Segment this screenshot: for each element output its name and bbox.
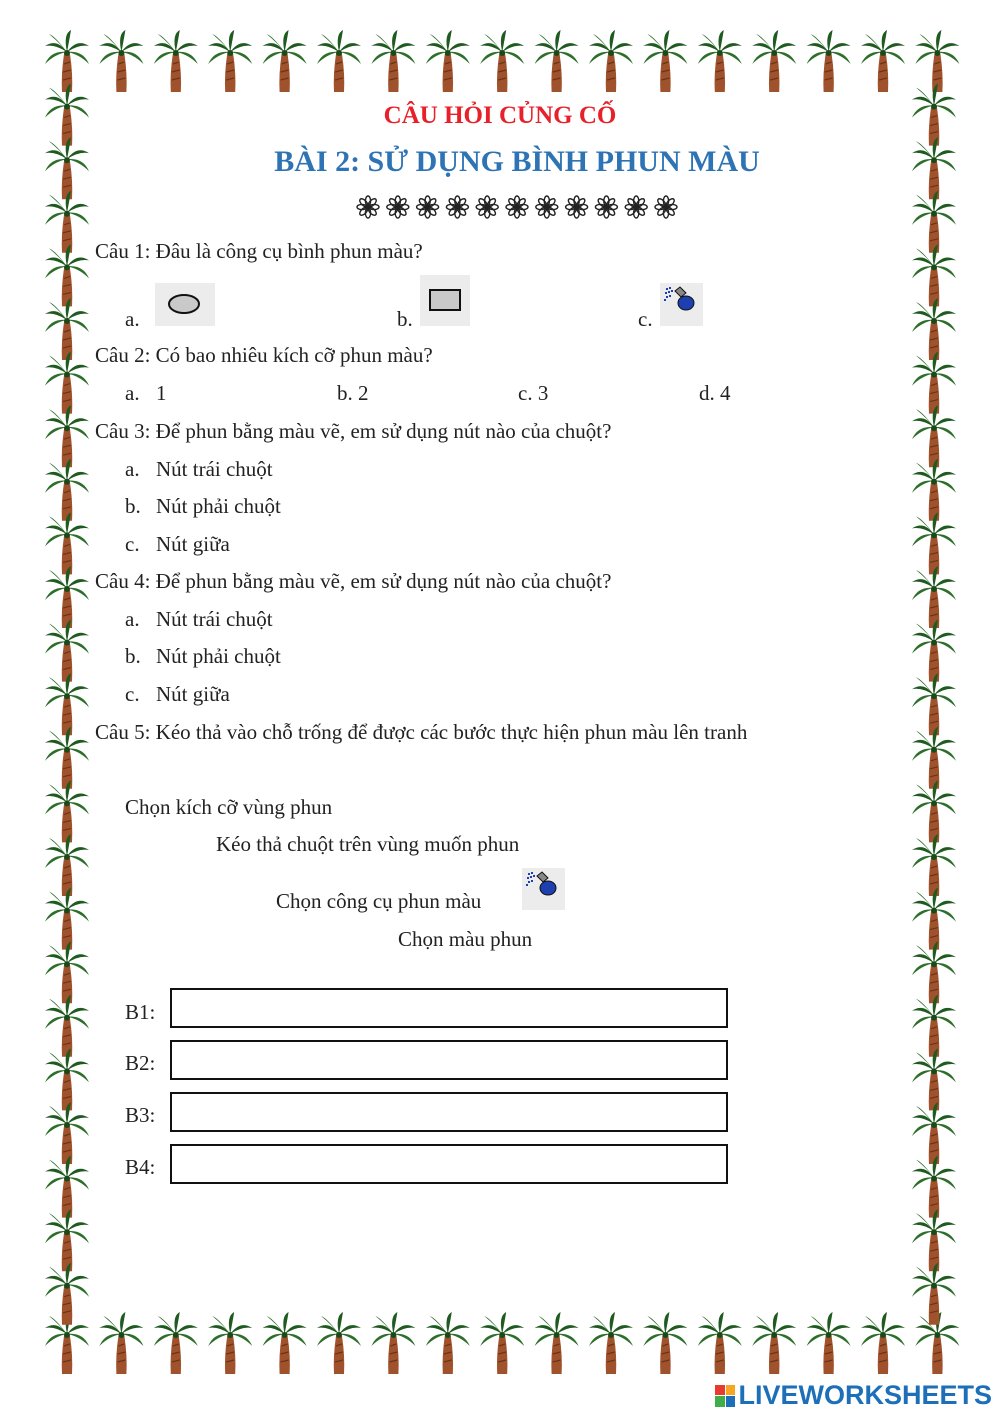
step-1-label: B1:	[125, 1000, 156, 1024]
brand-mark-icon	[715, 1385, 735, 1407]
palm-tree-icon	[912, 1048, 956, 1110]
palm-tree-icon	[535, 1312, 579, 1374]
flower-icon	[655, 196, 677, 218]
palm-tree-icon	[263, 30, 307, 92]
q1-option-b-choice[interactable]	[420, 275, 470, 326]
flower-icon	[387, 196, 409, 218]
palm-tree-icon	[589, 1312, 633, 1374]
palm-tree-icon	[99, 30, 143, 92]
flower-icon	[476, 196, 498, 218]
question-5: Câu 5: Kéo thả vào chỗ trống để được các bước thực hiện phun màu lên tranh	[95, 720, 748, 744]
palm-tree-icon	[45, 620, 89, 682]
airbrush-tool-icon	[660, 283, 703, 326]
step-2-dropzone[interactable]	[170, 1040, 728, 1080]
palm-tree-icon	[861, 1312, 905, 1374]
palm-tree-icon	[912, 459, 956, 521]
palm-tree-icon	[912, 995, 956, 1057]
drag-item-1[interactable]: Chọn kích cỡ vùng phun	[125, 795, 333, 819]
palm-tree-icon	[371, 30, 415, 92]
q3-option-b[interactable]: Nút phải chuột	[156, 494, 281, 518]
palm-tree-icon	[426, 1312, 470, 1374]
palm-tree-icon	[45, 1263, 89, 1325]
palm-tree-icon	[912, 834, 956, 896]
lesson-title: BÀI 2: SỬ DỤNG BÌNH PHUN MÀU	[274, 145, 760, 178]
palm-tree-icon	[752, 30, 796, 92]
drag-item-3[interactable]: Chọn công cụ phun màu	[276, 889, 482, 913]
palm-tree-icon	[912, 780, 956, 842]
palm-tree-icon	[535, 30, 579, 92]
palm-tree-icon	[912, 512, 956, 574]
palm-tree-icon	[45, 941, 89, 1003]
worksheet-title: CÂU HỎI CỦNG CỐ	[383, 102, 617, 129]
palm-tree-icon	[912, 191, 956, 253]
palm-tree-icon	[45, 1102, 89, 1164]
q4-option-c-letter: c.	[125, 682, 140, 706]
flower-icon	[625, 196, 647, 218]
palm-tree-icon	[912, 673, 956, 735]
palm-tree-icon	[45, 191, 89, 253]
palm-tree-icon	[45, 298, 89, 360]
drag-item-4[interactable]: Chọn màu phun	[398, 927, 533, 951]
palm-tree-icon	[912, 244, 956, 306]
palm-tree-icon	[912, 298, 956, 360]
question-3: Câu 3: Để phun bằng màu vẽ, em sử dụng nút nào của chuột?	[95, 419, 612, 443]
q2-option-a-letter: a.	[125, 381, 140, 405]
palm-tree-icon	[912, 352, 956, 414]
brand-logo	[715, 1380, 992, 1411]
step-3-label: B3:	[125, 1103, 156, 1127]
palm-tree-icon	[45, 1156, 89, 1218]
palm-tree-icon	[861, 30, 905, 92]
flower-icon	[446, 196, 468, 218]
palm-tree-icon	[45, 888, 89, 950]
palm-tree-icon	[912, 1156, 956, 1218]
palm-tree-icon	[45, 1048, 89, 1110]
flower-icon	[506, 196, 528, 218]
question-1: Câu 1: Đâu là công cụ bình phun màu?	[95, 239, 423, 263]
flower-separator	[356, 194, 686, 220]
step-1-dropzone[interactable]	[170, 988, 728, 1028]
question-2: Câu 2: Có bao nhiêu kích cỡ phun màu?	[95, 343, 433, 367]
palm-tree-icon	[45, 566, 89, 628]
palm-tree-icon	[371, 1312, 415, 1374]
palm-tree-icon	[912, 888, 956, 950]
q4-option-a-letter: a.	[125, 607, 140, 631]
palm-tree-icon	[45, 405, 89, 467]
palm-tree-icon	[912, 620, 956, 682]
q1-option-c-choice[interactable]	[660, 283, 703, 326]
ellipse-tool-icon	[155, 283, 215, 326]
q2-option-d[interactable]: d. 4	[699, 381, 731, 405]
airbrush-tool-icon	[522, 868, 565, 910]
palm-tree-icon	[912, 941, 956, 1003]
palm-tree-icon	[643, 1312, 687, 1374]
palm-tree-icon	[45, 995, 89, 1057]
flower-icon	[357, 196, 379, 218]
q1-option-a-choice[interactable]	[155, 283, 215, 326]
q3-option-c-letter: c.	[125, 532, 140, 556]
palm-tree-icon	[99, 1312, 143, 1374]
brand-name: LIVEWORKSHEETS	[738, 1380, 992, 1410]
palm-tree-icon	[912, 1102, 956, 1164]
step-2-label: B2:	[125, 1051, 156, 1075]
q3-option-a-letter: a.	[125, 457, 140, 481]
q1-option-c-label: c.	[638, 307, 653, 331]
flower-icon	[595, 196, 617, 218]
palm-tree-icon	[45, 512, 89, 574]
step-3-dropzone[interactable]	[170, 1092, 728, 1132]
palm-tree-icon	[45, 352, 89, 414]
palm-tree-icon	[912, 1209, 956, 1271]
palm-tree-icon	[643, 30, 687, 92]
palm-tree-icon	[752, 1312, 796, 1374]
palm-tree-icon	[915, 30, 959, 92]
palm-tree-icon	[317, 1312, 361, 1374]
question-4: Câu 4: Để phun bằng màu vẽ, em sử dụng nút nào của chuột?	[95, 569, 612, 593]
palm-tree-icon	[807, 30, 851, 92]
palm-tree-icon	[154, 1312, 198, 1374]
palm-tree-icon	[45, 780, 89, 842]
palm-tree-icon	[807, 1312, 851, 1374]
q2-option-a[interactable]: 1	[156, 381, 167, 405]
drag-item-3-icon-box	[522, 868, 565, 910]
palm-tree-icon	[912, 405, 956, 467]
palm-tree-icon	[263, 1312, 307, 1374]
palm-tree-icon	[208, 30, 252, 92]
palm-tree-icon	[912, 566, 956, 628]
palm-tree-icon	[426, 30, 470, 92]
step-4-label: B4:	[125, 1155, 156, 1179]
q1-option-b-label: b.	[397, 307, 413, 331]
drag-item-2[interactable]: Kéo thả chuột trên vùng muốn phun	[216, 832, 520, 856]
q1-option-a-label: a.	[125, 307, 140, 331]
q4-option-b[interactable]: Nút phải chuột	[156, 644, 281, 668]
palm-tree-icon	[480, 1312, 524, 1374]
palm-tree-icon	[912, 1263, 956, 1325]
palm-tree-icon	[589, 30, 633, 92]
flower-icon	[566, 196, 588, 218]
palm-tree-icon	[317, 30, 361, 92]
palm-tree-icon	[45, 834, 89, 896]
q2-option-b[interactable]: b. 2	[337, 381, 369, 405]
q3-option-c[interactable]: Nút giữa	[156, 532, 230, 556]
palm-tree-icon	[45, 727, 89, 789]
step-4-dropzone[interactable]	[170, 1144, 728, 1184]
palm-tree-icon	[698, 30, 742, 92]
flower-icon	[536, 196, 558, 218]
flower-icon	[417, 196, 439, 218]
palm-tree-icon	[45, 30, 89, 92]
q4-option-a[interactable]: Nút trái chuột	[156, 607, 273, 631]
palm-tree-icon	[45, 244, 89, 306]
palm-tree-icon	[912, 727, 956, 789]
palm-tree-icon	[45, 673, 89, 735]
q3-option-b-letter: b.	[125, 494, 141, 518]
q4-option-c[interactable]: Nút giữa	[156, 682, 230, 706]
q3-option-a[interactable]: Nút trái chuột	[156, 457, 273, 481]
q4-option-b-letter: b.	[125, 644, 141, 668]
palm-tree-icon	[698, 1312, 742, 1374]
q2-option-c[interactable]: c. 3	[518, 381, 549, 405]
palm-tree-icon	[154, 30, 198, 92]
palm-tree-icon	[45, 459, 89, 521]
palm-tree-icon	[208, 1312, 252, 1374]
palm-tree-icon	[480, 30, 524, 92]
rectangle-tool-icon	[420, 275, 470, 326]
palm-tree-icon	[45, 1209, 89, 1271]
